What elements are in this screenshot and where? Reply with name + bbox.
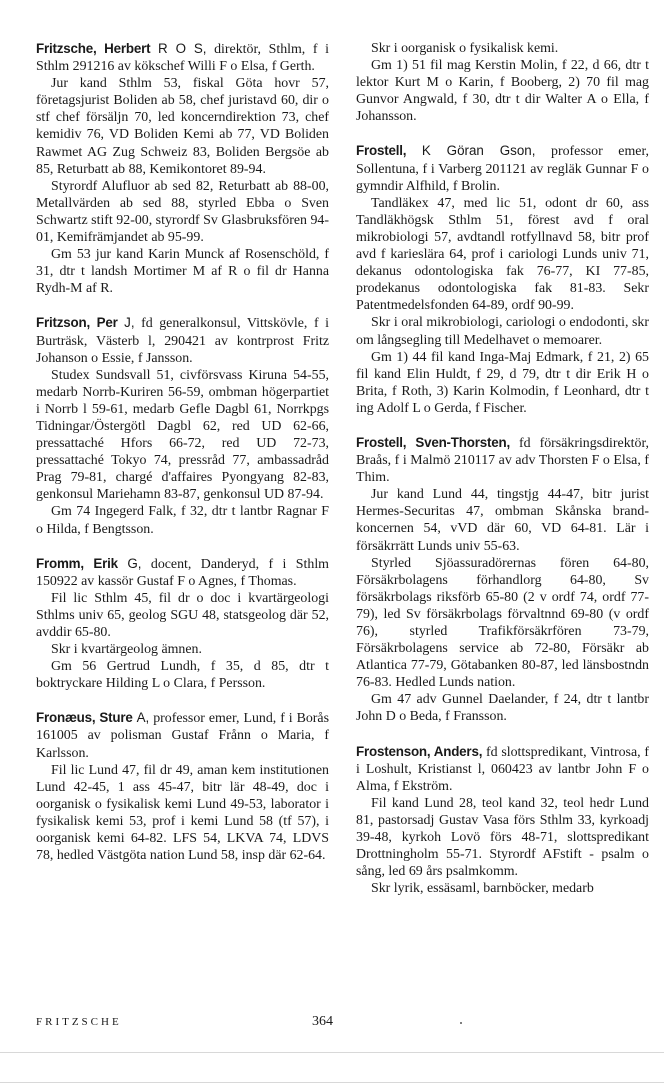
entry-paragraph: Fil lic Sthlm 45, fil dr o doc i kvartärgeologi Sthlms univ 65, geolog SGU 48, statsgeolog där 52, avddir 65-80. [36,590,329,640]
entry-paragraph [36,709,329,761]
entry-frostenson [356,743,649,898]
entry-given-name: G, [127,555,142,571]
entry-given-name: R O S, [158,41,207,56]
entry-text: professor emer, Lund, f i Borås 161005 av polisman Gustaf Frånn o Maria, f Karlsson. [36,711,329,761]
entry-fronaeus [36,709,329,864]
entry-surname: Fromm, Erik [36,555,118,571]
right-column [356,40,649,914]
entry-paragraph: Gm 56 Gertrud Lundh, f 35, d 85, dtr t boktryckare Hilding L o Clara, f Persson. [36,659,329,692]
entry-surname: Fronæus, Sture [36,710,133,726]
entry-paragraph [36,555,329,590]
left-column [36,40,329,881]
entry-paragraph: Fil lic Lund 47, fil dr 49, aman kem institutionen Lund 42-45, 1 ass 45-47, bitr lär 48-49, doc i oorganisk o fysikalisk kemi Lund 49-53, laborator i fysikalisk kemi 53, prof i kemi Lund 58 (tf 57), i oorganisk kemi 64-82. LFS 54, LKVA 74, LDVS 78, hedled Västgöta nation Lund 58, insp där 62-64. [36,762,329,864]
entry-given-name: A, [136,710,150,726]
entry-paragraph: Skr i oorganisk o fysikalisk kemi. [371,41,559,56]
entry-frostell-sven-thorsten [356,434,649,726]
entry-paragraph [36,40,329,75]
entry-surname: Frostell, Sven-Thorsten, [356,434,511,450]
entry-surname: Fritzson, Per [36,315,118,331]
entry-frostell-goran [356,142,649,417]
entry-paragraph: Fil kand Lund 28, teol kand 32, teol hedr Lund 81, pastorsadj Gustav Vasa förs Sthlm 33, kyrkoadj 39-48, kyrkoh Lovö förs 48-71, slottspredikant Drottningholm 55-71. Styrordf AFstift - psalm o sång, led 69 års psalmkomm. [356,795,649,880]
entry-paragraph: Gm 74 Ingegerd Falk, f 32, dtr t lantbr Ragnar F o Hilda, f Bengtsson. [36,504,329,537]
entry-paragraph: Tandläkex 47, med lic 51, odont dr 60, ass Tandläkhögsk Sthlm 51, förest avd f oral mikrobiologi 57, avdtandl rotfyllnavd 58, bitr prof avd f karieslära 64, prof i cariologi Lunds univ 71, dekanus odontologiska fak 76-77, KI 77-85, prodekanus odontologiska fak 81-83. Sekr Patentmedelsfonden 64-89, ordf 90-99. [356,195,649,314]
entry-fritzson [36,314,329,537]
entry-text: professor emer, Sollentuna, f i Varberg 201121 av regläk Gunnar F o gymndir Alfhild, f Brolin. [356,144,649,194]
entry-paragraph: Jur kand Sthlm 53, fiskal Göta hovr 57, företagsjurist Boliden ab 58, chef juristavd 60, dir o stf chef försäljn 70, led koncerndirektion 73, chef kemidiv 76, VD Boliden Kemi ab 77, VD Boliden Rawmet AG Zug Schweiz 83, Boliden Bergsöe ab 85, Returbatt ab 88, Kemikontoret 89-94. [36,76,329,177]
entry-given-name: J, [124,315,135,331]
entry-fronaeus-continued [356,40,649,125]
entry-text: fd generalkonsul, Vittskövle, f i Burträsk, Västerb l, 290421 av kontrprost Fritz Johanson o Essie, f Jansson. [36,316,329,366]
entry-text: docent, Danderyd, f i Sthlm 150922 av kassör Gustaf F o Agnes, f Thomas. [36,556,329,589]
entry-paragraph: Gm 1) 51 fil mag Kerstin Molin, f 22, d 66, dtr t lektor Kurt M o Karin, f Booberg, 2) 70 fil mag Gunvor Angwald, f 30, dtr t dir Walter A o Ella, f Johansson. [356,58,649,125]
entry-paragraph: Gm 1) 44 fil kand Inga-Maj Edmark, f 21, 2) 65 fil kand Elin Huldt, f 29, d 79, dtr t dir Erik H o Brita, f Roth, 3) Karin Kolmodin, f Leonhard, dtr t ing Adolf L o Gerda, f Fischer. [356,349,649,416]
entry-paragraph: Skr i oral mikrobiologi, cariologi o endodonti, skr om långsegling till Medelhavet o memoarer. [356,315,649,348]
entry-text: direktör, Sthlm, f i Sthlm 291216 av kökschef Willi F o Elsa, f Gerth. [36,42,329,75]
entry-paragraph: Styrled Sjöassuradörernas fören 64-80, Försäkrbolagens förhandlorg 64-80, Sv försäkrbolags riksförb 65-80 (2 v ordf 74, ordf 77-79), led Sv försäkrbolags förvaltnnd 69-80 (v ordf 76), styrled Trafikförsäkrfören 73-79, Försäkrbolagens service ab 72-80, Försäkr ab Atlantica 77-79, Götabanken 80-87, led länsbostndn 76-83. Hedled Lunds nation. [356,555,649,691]
entry-surname: Fritzsche, Herbert [36,41,151,56]
entry-paragraph [356,434,649,486]
print-speck [460,1022,462,1024]
entry-paragraph: Skr i kvartärgeolog ämnen. [51,642,202,658]
entry-paragraph [356,743,649,795]
entry-surname: Frostenson, Anders, [356,743,483,759]
entry-paragraph [356,142,649,194]
entry-fromm [36,555,329,693]
entry-paragraph: Gm 47 adv Gunnel Daelander, f 24, dtr t lantbr John D o Beda, f Fransson. [356,692,649,725]
scan-line [0,1082,664,1083]
entry-fritzsche [36,40,329,297]
entry-surname: Frostell, [356,143,407,159]
entry-paragraph: Styrordf Alufluor ab sed 82, Returbatt ab 88-00, Metallvärden ab sed 88, styrled Ebba o Sven Schwartz stift 92-00, styrordf Sv Glasbruksfören 94-01, Kemifrämjandet ab 95-99. [36,178,329,246]
entry-paragraph: Jur kand Lund 44, tingstjg 44-47, bitr jurist Hermes-Securitas 47, ombman Skånska brand-koncernen 54, vVD där 60, VD 64-81. Lär i försäkrrätt Lunds univ 55-63. [356,487,649,554]
entry-text: fd slottspredikant, Vintrosa, f i Loshult, Kristianst l, 060423 av lantbr John F o Alma, f Ekström. [356,744,649,794]
page-number: 364 [312,1014,333,1029]
entry-given-name: K Göran Gson, [421,143,536,159]
entry-paragraph: Skr lyrik, essäsaml, barnböcker, medarb [371,881,594,897]
entry-paragraph: Gm 53 jur kand Karin Munck af Rosenschöld, f 31, dtr t landsh Mortimer M af R o fil dr Hanna Rydh-M af R. [36,247,329,297]
running-head: FRITZSCHE [36,1016,122,1028]
entry-text: fd försäkringsdirektör, Braås, f i Malmö 210117 av adv Thorsten F o Elsa, f Thim. [356,435,649,486]
entry-paragraph: Studex Sundsvall 51, civförsvass Kiruna 54-55, medarb Norrb-Kuriren 56-59, ombman högerpartiet i Norrb l 59-61, medarb Gefle Dagbl 61, Norrkpgs Tidningar/Östergötl Dagbl 62, red UD 62-66, pressattaché Hfors 66-72, red UD 72-73, pressattaché Tokyo 74, pressråd 77, ambassadråd Prag 79-81, chargé d'affaires Pyongyang 82-83, genkonsul Mariehamn 83-87, genkonsul UD 87-94. [36,367,329,503]
entry-paragraph [36,314,329,366]
scan-line [0,1052,664,1053]
page-footer [0,1016,664,1036]
